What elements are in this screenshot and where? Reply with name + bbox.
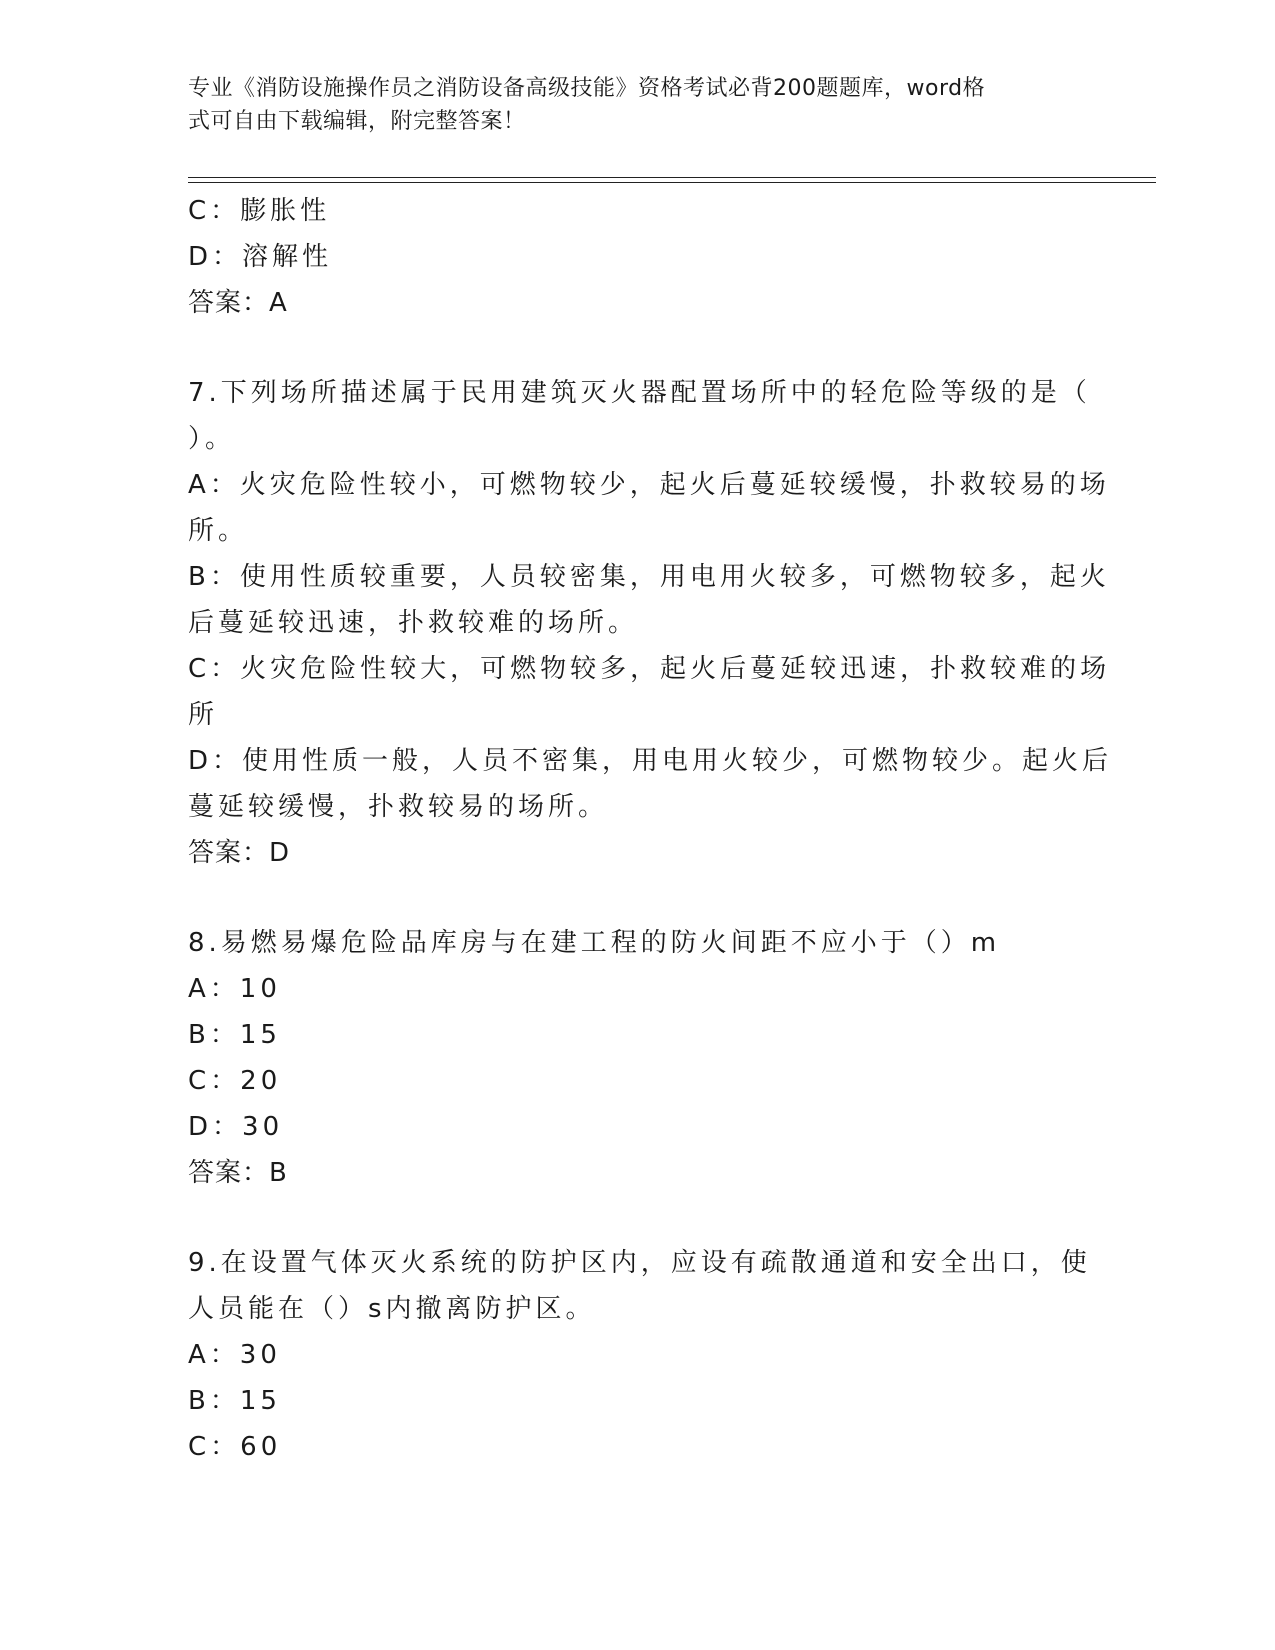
- header-line-1: 专业《消防设施操作员之消防设备高级技能》资格考试必背200题题库，word格: [188, 76, 986, 101]
- option-a: A：10: [188, 974, 281, 1004]
- answer-line: 答案：A: [188, 288, 288, 318]
- question-7: [188, 370, 1113, 876]
- spacer: [188, 1196, 1088, 1240]
- option-a: A：30: [188, 1340, 281, 1370]
- answer-line: 答案：D: [188, 838, 291, 868]
- option-d: D：30: [188, 1112, 284, 1142]
- option-c: C：60: [188, 1432, 282, 1462]
- spacer: [188, 326, 1088, 370]
- option-d-cont: 蔓延较缓慢，扑救较易的场所。: [188, 792, 609, 822]
- question-stem-cont: ）。: [188, 424, 236, 454]
- option-d: D：溶解性: [188, 242, 333, 272]
- previous-question: [188, 188, 1088, 326]
- question-stem: 8.易燃易爆危险品库房与在建工程的防火间距不应小于（）m: [188, 928, 1001, 958]
- document-body: [188, 188, 1113, 1470]
- answer-line: 答案：B: [188, 1158, 288, 1188]
- option-a: A：火灾危险性较小，可燃物较少，起火后蔓延较缓慢，扑救较易的场: [188, 470, 1110, 500]
- header-line-2: 式可自由下载编辑，附完整答案！: [188, 109, 526, 134]
- question-stem: 7.下列场所描述属于民用建筑灭火器配置场所中的轻危险等级的是（: [188, 378, 1091, 408]
- option-c: C：火灾危险性较大，可燃物较多，起火后蔓延较迅速，扑救较难的场: [188, 654, 1111, 684]
- header-divider-bottom: [188, 182, 1156, 183]
- option-b-cont: 后蔓延较迅速，扑救较难的场所。: [188, 608, 639, 638]
- question-9: [188, 1240, 1091, 1470]
- option-c-cont: 所: [188, 700, 219, 730]
- option-d: D：使用性质一般，人员不密集，用电用火较少，可燃物较少。起火后: [188, 746, 1113, 776]
- option-a-cont: 所。: [188, 516, 249, 546]
- option-c: C：膨胀性: [188, 196, 331, 226]
- option-b: B：15: [188, 1020, 281, 1050]
- header-divider-top: [188, 177, 1156, 178]
- option-c: C：20: [188, 1066, 282, 1096]
- question-8: [188, 920, 1088, 1196]
- option-b: B：15: [188, 1386, 281, 1416]
- document-header: [188, 72, 1068, 138]
- option-b: B：使用性质较重要，人员较密集，用电用火较多，可燃物较多，起火: [188, 562, 1110, 592]
- question-stem: 9.在设置气体灭火系统的防护区内，应设有疏散通道和安全出口，使: [188, 1248, 1091, 1278]
- question-stem-cont: 人员能在（）s内撤离防护区。: [188, 1294, 596, 1324]
- spacer: [188, 876, 1088, 920]
